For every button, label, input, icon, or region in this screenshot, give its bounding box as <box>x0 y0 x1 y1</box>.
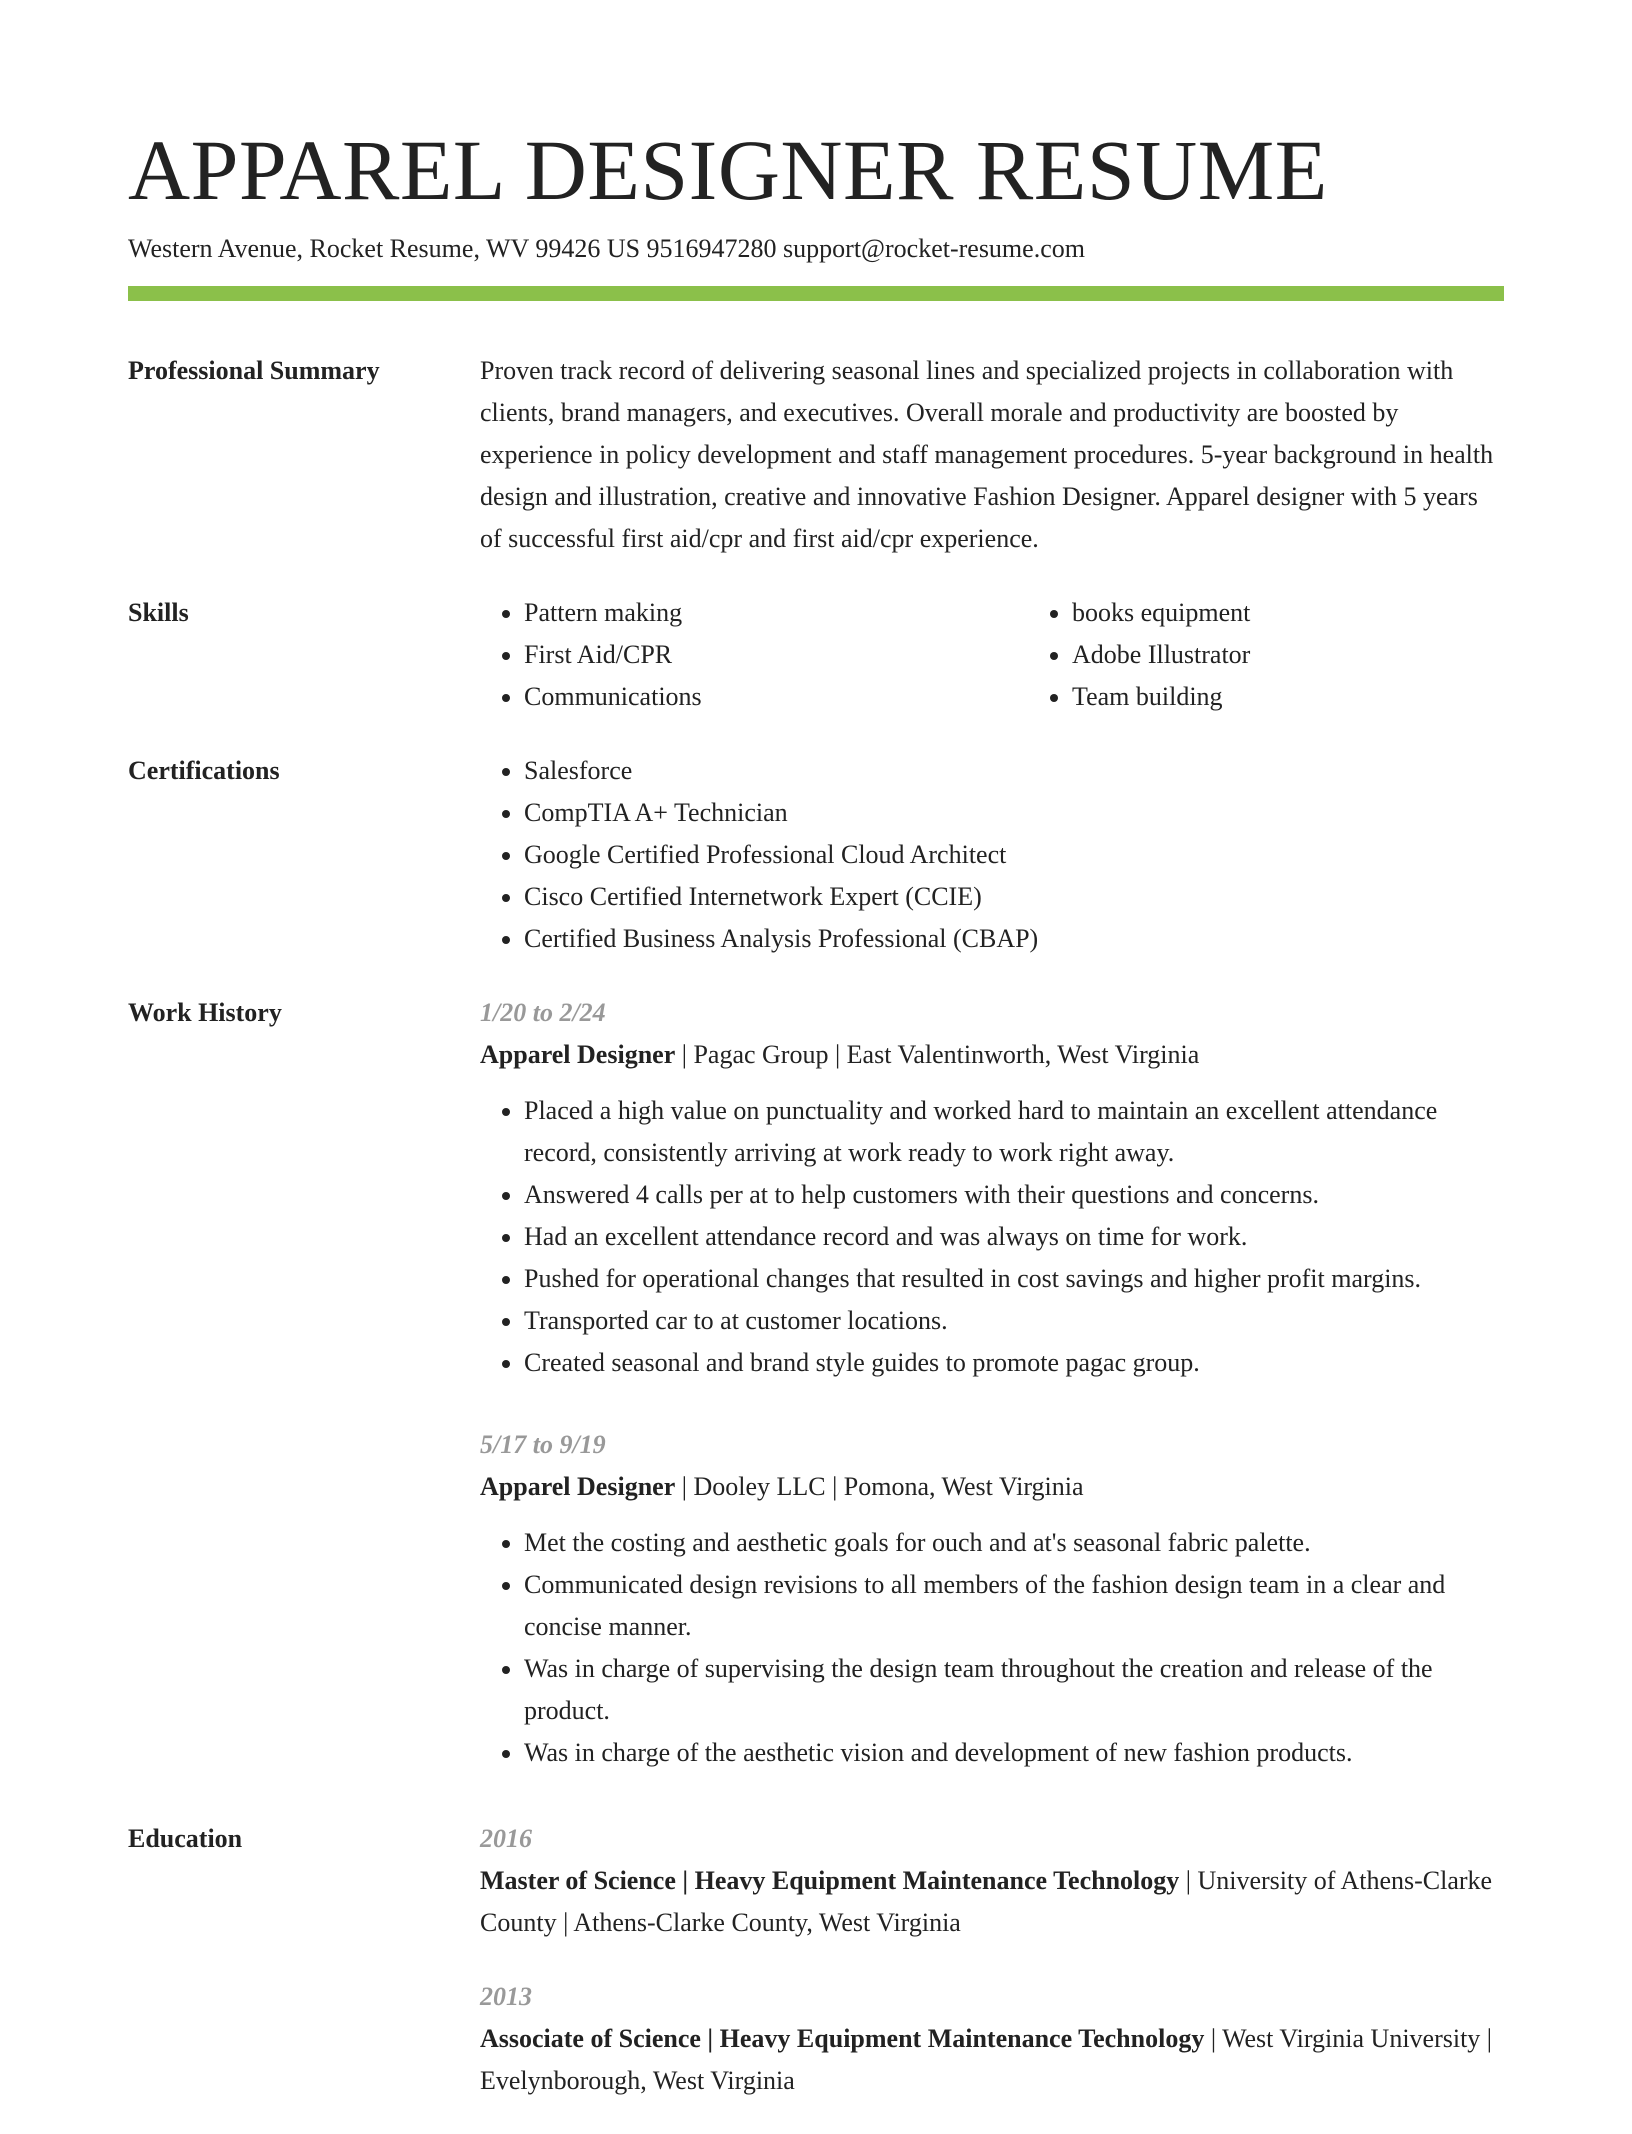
job-dates: 5/17 to 9/19 <box>480 1430 606 1459</box>
certification-item: • Certified Business Analysis Professional (CBAP) <box>524 918 1504 960</box>
summary-body <box>480 350 1504 560</box>
job-bullet: • Met the costing and aesthetic goals for ouch and at's seasonal fabric palette. <box>524 1522 1504 1564</box>
job-entry <box>480 992 1504 1384</box>
accent-divider <box>128 286 1504 301</box>
job-bullet: • Pushed for operational changes that resulted in cost savings and higher profit margins. <box>524 1258 1504 1300</box>
education-year: 2013 <box>480 1982 532 2011</box>
work-history-section <box>128 992 1504 1786</box>
job-bullet: • Placed a high value on punctuality and worked hard to maintain an excellent attendance record, consistently arriving at work ready to work right away. <box>524 1090 1504 1174</box>
job-title: Apparel Designer <box>480 1040 676 1069</box>
job-bullet: • Transported car to at customer locations. <box>524 1300 1504 1342</box>
job-bullet: • Had an excellent attendance record and was always on time for work. <box>524 1216 1504 1258</box>
certification-item: • Google Certified Professional Cloud Architect <box>524 834 1504 876</box>
job-bullet: • Was in charge of supervising the design team throughout the creation and release of the product. <box>524 1648 1504 1732</box>
job-details: | Dooley LLC | Pomona, West Virginia <box>675 1472 1084 1501</box>
job-bullet: • Was in charge of the aesthetic vision and development of new fashion products. <box>524 1732 1504 1774</box>
education-details: | West Virginia University | Evelynborough, West Virginia <box>480 2024 1493 2095</box>
skill-item: • First Aid/CPR <box>524 634 1028 676</box>
summary-text: Proven track record of delivering seasonal lines and specialized projects in collaboration with clients, brand managers, and executives. Overall morale and productivity are boosted by experience in policy development and staff management procedures. 5-year background in health design and illustration, creative and innovative Fashion Designer. Apparel designer with 5 years of successful first aid/cpr and first aid/cpr experience. <box>480 356 1494 553</box>
job-entry <box>480 1424 1504 1774</box>
job-bullets <box>480 1522 1504 1774</box>
job-role-line <box>480 1466 1504 1508</box>
skill-item: • Pattern making <box>524 592 1028 634</box>
education-body <box>480 1818 1504 2102</box>
education-entry <box>480 1976 1504 2102</box>
certification-item: • Salesforce <box>524 750 1504 792</box>
education-entry <box>480 1818 1504 1944</box>
certifications-list <box>480 750 1504 960</box>
resume-sections <box>128 350 1504 2134</box>
contact-line: Western Avenue, Rocket Resume, WV 99426 US 9516947280 support@rocket-resume.com <box>128 234 1085 263</box>
education-degree: Associate of Science | Heavy Equipment Maintenance Technology <box>480 2024 1205 2053</box>
education-line <box>480 1860 1504 1944</box>
education-year: 2016 <box>480 1824 532 1853</box>
summary-label: Professional Summary <box>128 356 380 385</box>
job-details: | Pagac Group | East Valentinworth, West Virginia <box>675 1040 1200 1069</box>
skills-column-1 <box>480 592 1028 718</box>
skills-body <box>480 592 1576 718</box>
skill-item: • Communications <box>524 676 1028 718</box>
education-details: | University of Athens-Clarke County | Athens-Clarke County, West Virginia <box>480 1866 1493 1937</box>
job-bullets <box>480 1090 1504 1384</box>
certification-item: • Cisco Certified Internetwork Expert (CCIE) <box>524 876 1504 918</box>
work-history-body <box>480 992 1504 1786</box>
summary-section <box>128 350 1504 560</box>
certifications-body <box>480 750 1504 960</box>
education-label: Education <box>128 1824 243 1853</box>
job-dates: 1/20 to 2/24 <box>480 998 606 1027</box>
certifications-section <box>128 750 1504 960</box>
skills-section <box>128 592 1504 718</box>
certification-item: • CompTIA A+ Technician <box>524 792 1504 834</box>
job-title: Apparel Designer <box>480 1472 676 1501</box>
education-line <box>480 2018 1504 2102</box>
job-bullet: • Created seasonal and brand style guides to promote pagac group. <box>524 1342 1504 1384</box>
education-degree: Master of Science | Heavy Equipment Maintenance Technology <box>480 1866 1180 1895</box>
certifications-label: Certifications <box>128 756 280 785</box>
skill-item: • books equipment <box>1072 592 1576 634</box>
job-bullet: • Communicated design revisions to all members of the fashion design team in a clear and concise manner. <box>524 1564 1504 1648</box>
job-role-line <box>480 1034 1504 1076</box>
skill-item: • Team building <box>1072 676 1576 718</box>
resume-title: APPAREL DESIGNER RESUME <box>128 122 1328 218</box>
job-bullet: • Answered 4 calls per at to help customers with their questions and concerns. <box>524 1174 1504 1216</box>
education-section <box>128 1818 1504 2102</box>
skill-item: • Adobe Illustrator <box>1072 634 1576 676</box>
skills-label: Skills <box>128 598 189 627</box>
work-history-label: Work History <box>128 998 282 1027</box>
skills-column-2 <box>1028 592 1576 718</box>
